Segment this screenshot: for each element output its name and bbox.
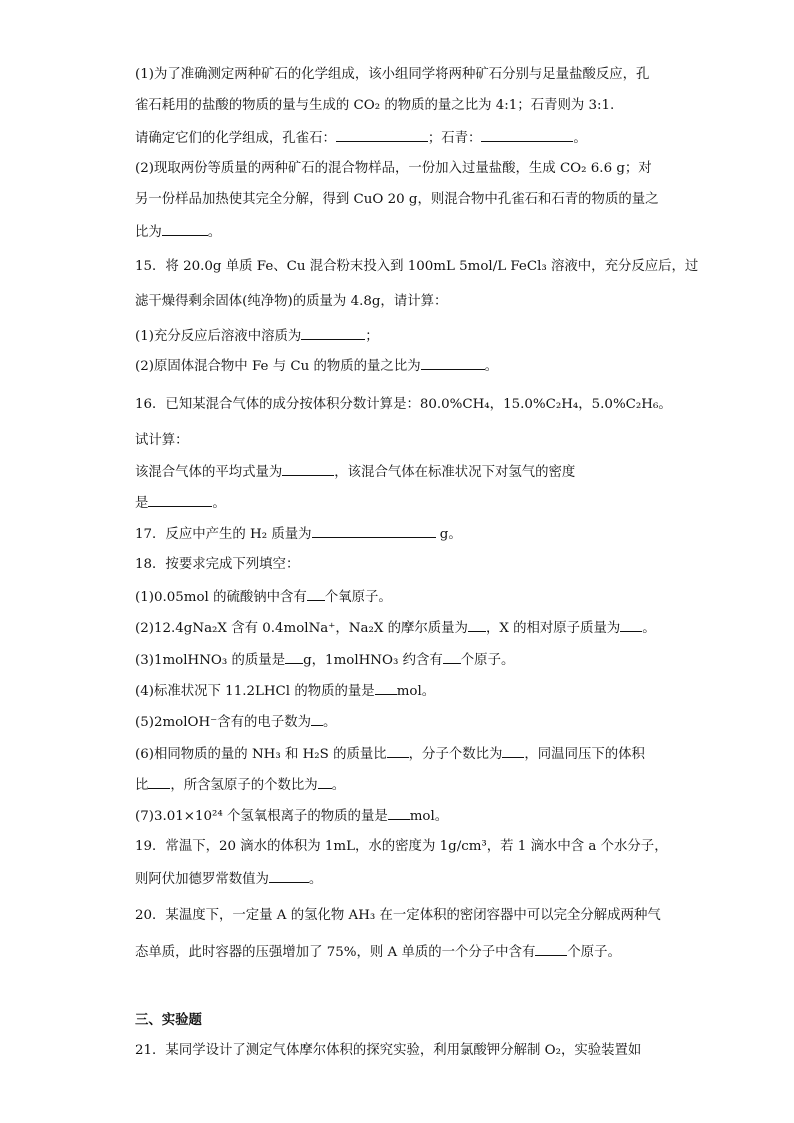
answer-blank[interactable] bbox=[387, 744, 409, 758]
answer-blank[interactable] bbox=[443, 650, 461, 664]
text-line: 比为 。 bbox=[135, 222, 221, 242]
answer-blank[interactable] bbox=[312, 524, 436, 538]
text-line: 比 ，所含氢原子的个数比为 。 bbox=[135, 775, 345, 795]
text-line: 请确定它们的化学组成，孔雀石： ；石青： 。 bbox=[135, 128, 587, 148]
text-line: (6)相同物质的量的 NH₃ 和 H₂S 的质量比 ，分子个数比为 ，同温同压下的体积 bbox=[135, 744, 645, 764]
answer-blank[interactable] bbox=[481, 128, 573, 142]
answer-blank[interactable] bbox=[282, 462, 334, 476]
answer-blank[interactable] bbox=[535, 942, 567, 956]
answer-blank[interactable] bbox=[336, 128, 428, 142]
text-line: 19．常温下，20 滴水的体积为 1mL，水的密度为 1g/cm³，若 1 滴水中含 a 个水分子， bbox=[135, 839, 668, 854]
text-line: (2)原固体混合物中 Fe 与 Cu 的物质的量之比为 。 bbox=[135, 356, 498, 376]
text-line: 雀石耗用的盐酸的物质的量与生成的 CO₂ 的物质的量之比为 4:1；石青则为 3:1. bbox=[135, 98, 615, 113]
text-line: 15．将 20.0g 单质 Fe、Cu 混合粉末投入到 100mL 5mol/L FeCl₃ 溶液中，充分反应后，过 bbox=[135, 259, 699, 274]
answer-blank[interactable] bbox=[468, 618, 486, 632]
text-line: 21．某同学设计了测定气体摩尔体积的探究实验，利用氯酸钾分解制 O₂，实验装置如 bbox=[135, 1043, 642, 1058]
text-line: (1)为了准确测定两种矿石的化学组成，该小组同学将两种矿石分别与足量盐酸反应，孔 bbox=[135, 67, 650, 82]
answer-blank[interactable] bbox=[421, 356, 485, 370]
answer-blank[interactable] bbox=[162, 222, 208, 236]
answer-blank[interactable] bbox=[285, 650, 303, 664]
text-line: 试计算： bbox=[135, 433, 189, 448]
text-line: (7)3.01×10²⁴ 个氢氧根离子的物质的量是 mol。 bbox=[135, 806, 448, 826]
text-line: 18．按要求完成下列填空： bbox=[135, 557, 300, 572]
answer-blank[interactable] bbox=[311, 712, 323, 726]
answer-blank[interactable] bbox=[318, 775, 332, 789]
text-line: 另一份样品加热使其完全分解，得到 CuO 20 g，则混合物中孔雀石和石青的物质的量之 bbox=[135, 192, 659, 207]
text-line: (4)标准状况下 11.2LHCl 的物质的量是 mol。 bbox=[135, 681, 435, 701]
text-line: (3)1molHNO₃ 的质量是 g，1molHNO₃ 约含有 个原子。 bbox=[135, 650, 514, 670]
section-title: 三、实验题 bbox=[135, 1012, 202, 1028]
answer-blank[interactable] bbox=[307, 587, 325, 601]
text-line: (1)0.05mol 的硫酸钠中含有 个氧原子。 bbox=[135, 587, 392, 607]
text-line: 是 。 bbox=[135, 493, 226, 513]
answer-blank[interactable] bbox=[375, 681, 397, 695]
text-line: (5)2molOH⁻含有的电子数为 。 bbox=[135, 712, 336, 732]
text-line: 该混合气体的平均式量为 ，该混合气体在标准状况下对氢气的密度 bbox=[135, 462, 575, 482]
answer-blank[interactable] bbox=[301, 326, 365, 340]
text-line: (2)12.4gNa₂X 含有 0.4molNa⁺，Na₂X 的摩尔质量为 ，X 的相对原子质量为 。 bbox=[135, 618, 656, 638]
answer-blank[interactable] bbox=[620, 618, 642, 632]
text-line: 20．某温度下，一定量 A 的氢化物 AH₃ 在一定体积的密闭容器中可以完全分解成两种气 bbox=[135, 908, 661, 923]
text-line: 16．已知某混合气体的成分按体积分数计算是：80.0%CH₄，15.0%C₂H₄，5.0%C₂H₆。 bbox=[135, 397, 672, 412]
text-line: 17．反应中产生的 H₂ 质量为 g。 bbox=[135, 524, 462, 544]
text-line: 滤干燥得剩余固体(纯净物)的质量为 4.8g，请计算： bbox=[135, 294, 448, 309]
text-line: 态单质，此时容器的压强增加了 75%，则 A 单质的一个分子中含有 个原子。 bbox=[135, 942, 621, 962]
answer-blank[interactable] bbox=[148, 775, 170, 789]
text-line: (1)充分反应后溶液中溶质为 ； bbox=[135, 326, 379, 346]
answer-blank[interactable] bbox=[148, 493, 212, 507]
answer-blank[interactable] bbox=[502, 744, 524, 758]
text-line: 则阿伏加德罗常数值为 。 bbox=[135, 869, 322, 889]
answer-blank[interactable] bbox=[269, 869, 309, 883]
text-line: (2)现取两份等质量的两种矿石的混合物样品，一份加入过量盐酸，生成 CO₂ 6.6 g；对 bbox=[135, 161, 652, 176]
answer-blank[interactable] bbox=[388, 806, 410, 820]
